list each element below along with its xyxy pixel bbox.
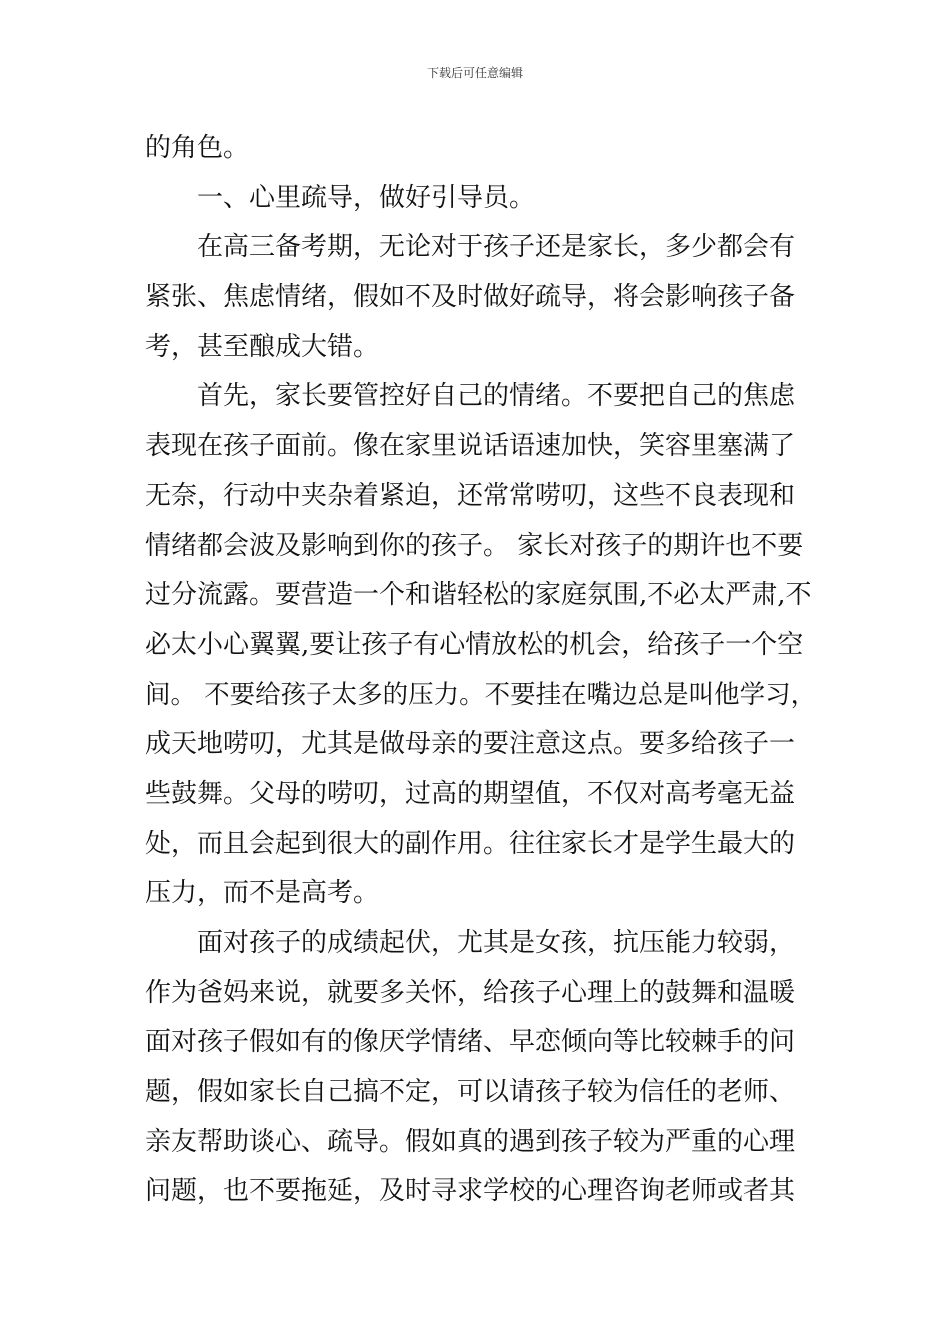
text-line: 面对孩子的成绩起伏，尤其是女孩，抗压能力较弱， (197, 928, 796, 958)
text-line: 的角色。 (145, 133, 250, 163)
text-line: 考，甚至酿成大错。 (145, 331, 380, 362)
text-line: 问题，也不要拖延，及时寻求学校的心理咨询老师或者其 (145, 1176, 796, 1207)
text-line: 成天地唠叨，尤其是做母亲的要注意这点。要多给孩子一 (145, 729, 796, 760)
text-line: 紧张、焦虑情绪，假如不及时做好疏导，将会影响孩子备 (145, 282, 796, 313)
text-line: 面对孩子假如有的像厌学情绪、早恋倾向等比较棘手的问 (145, 1027, 796, 1058)
text-line: 情绪都会波及影响到你的孩子。 家长对孩子的期许也不要 (145, 530, 804, 561)
text-line: 在高三备考期，无论对于孩子还是家长，多少都会有 (197, 232, 796, 263)
text-line: 压力，而不是高考。 (145, 878, 380, 909)
text-line: 一、心里疏导，做好引导员。 (197, 182, 536, 213)
text-line: 些鼓舞。父母的唠叨，过高的期望值，不仅对高考毫无益 (145, 778, 796, 809)
text-line: 首先，家长要管控好自己的情绪。不要把自己的焦虑 (197, 381, 796, 412)
text-line: 亲友帮助谈心、疏导。假如真的遇到孩子较为严重的心理 (145, 1126, 796, 1157)
document-body (145, 124, 817, 1217)
text-line: 无奈，行动中夹杂着紧迫，还常常唠叨，这些不良表现和 (145, 480, 796, 511)
text-line: 表现在孩子面前。像在家里说话语速加快，笑容里塞满了 (145, 431, 796, 462)
page-header: 下载后可任意编辑 (426, 66, 523, 80)
text-line: 间。 不要给孩子太多的压力。不要挂在嘴边总是叫他学习， (145, 679, 817, 710)
text-line: 题，假如家长自己搞不定，可以请孩子较为信任的老师、 (145, 1077, 796, 1108)
text-line: 处，而且会起到很大的副作用。往往家长才是学生最大的 (145, 828, 796, 859)
text-line: 作为爸妈来说，就要多关怀，给孩子心理上的鼓舞和温暖 (145, 977, 796, 1008)
text-line: 必太小心翼翼,要让孩子有心情放松的机会，给孩子一个空 (145, 629, 804, 660)
text-line: 过分流露。要营造一个和谐轻松的家庭氛围,不必太严肃,不 (145, 580, 812, 611)
